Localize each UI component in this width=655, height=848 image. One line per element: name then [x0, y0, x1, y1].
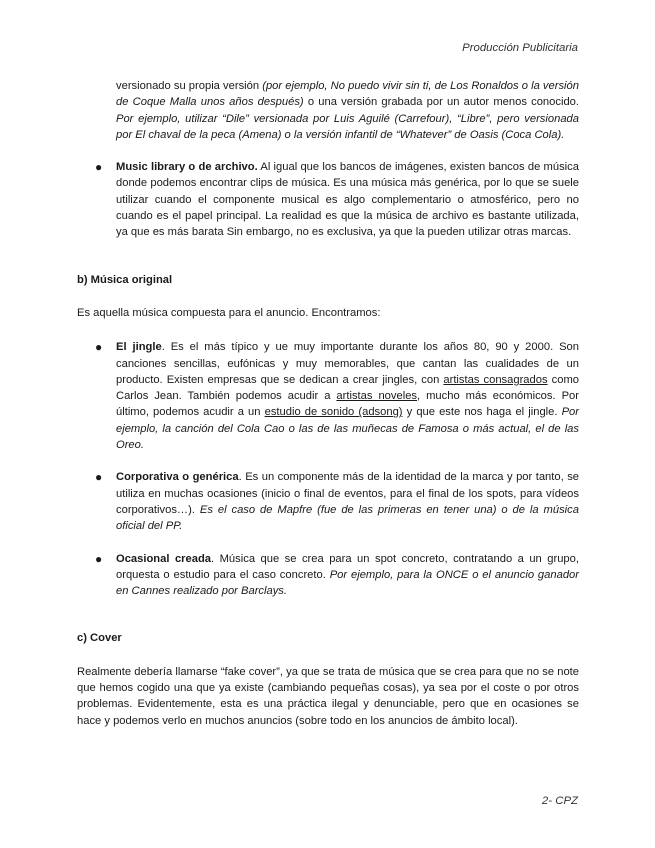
intro-example-1: (por ejemplo, No puedo vivir sin ti, de Los Ronaldos o la versión de Coque Malla unos años después) [116, 80, 579, 109]
bullet-icon: ● [95, 470, 103, 485]
jingle-text-4: y que este nos haga el jingle. [402, 406, 562, 419]
jingle-underlined-1: artistas consagrados [443, 373, 548, 386]
jingle-text-2: como Carlos Jean. También podemos acudir a [116, 373, 579, 403]
jingle-text-1: . Es el más típico y ue muy importante durante los años 80, 90 y 2000. Son canciones sencillas, eufónicas y muy memorables, que cantan las cualidades de un producto. Existen empresas que se dedican a crear jingles, con [116, 341, 579, 386]
jingle-title: El jingle [116, 341, 162, 354]
corporativa-example: Es el caso de Mapfre (fue de las primeras en tener una) o de la música oficial del PP. [116, 503, 579, 533]
library-list [77, 159, 579, 240]
list-item-jingle [77, 339, 579, 453]
corporativa-text: . Es un componente más de la identidad de la marca y por tanto, se utiliza en muchas ocasiones (inicio o final de eventos, para el final de los spots, para vídeos corporativos…). [116, 471, 580, 516]
ocasional-text: . Música que se crea para un spot concreto, contratando a un grupo, orquesta o estudio para el caso concreto. [116, 552, 579, 581]
section-b-heading: b) Música original [77, 273, 173, 286]
section-c-heading: c) Cover [77, 632, 122, 645]
bullet-icon: ● [95, 551, 103, 566]
music-library-text: Al igual que los bancos de imágenes, existen bancos de música donde podemos encontrar clips de música. Es una música más genérica, por lo que se suele utilizar cuando el componente musical es algo complementario o atmosférico, pero no cuando es el papel principal. La realidad es que la música de archivo es bastante utilizada, ya que es más barata Sin embargo, no es exclusiva, ya que la pueden utilizar otras marcas. [116, 161, 579, 239]
jingle-example: Por ejemplo, la canción del Cola Cao o las de las muñecas de Famosa o más actual, el de las Oreo. [116, 406, 579, 452]
document-body [77, 78, 579, 729]
section-b-intro: Es aquella música compuesta para el anuncio. Encontramos: [77, 306, 381, 319]
jingle-underlined-2: artistas noveles [336, 390, 418, 403]
music-library-title: Music library o de archivo. [116, 161, 258, 174]
list-item-corporativa [77, 469, 579, 534]
jingle-text-3: , mucho más económicos. Por último, podemos acudir a un [116, 390, 579, 419]
page-header-title: Producción Publicitaria [462, 42, 578, 54]
list-item-ocasional [77, 551, 579, 600]
original-music-list [77, 339, 579, 599]
page-footer-label: 2- CPZ [541, 795, 578, 807]
ocasional-example: Por ejemplo, para la ONCE o el anuncio ganador en Cannes realizado por Barclays. [116, 568, 579, 598]
list-item-music-library [77, 159, 579, 240]
corporativa-title: Corporativa o genérica [116, 471, 239, 484]
intro-example-2: Por ejemplo, utilizar “Dile” versionada por Luis Aguilé (Carrefour), “Libre”, pero versionada por El chaval de la peca (Amena) o la versión infantil de “Whatever” de Oasis (Coca Cola). [116, 112, 579, 141]
intro-paragraph [116, 78, 579, 143]
section-c-text: Realmente debería llamarse “fake cover”, ya que se trata de música que se crea para que no se note que hemos cogido una que ya existe (cambiando pequeñas cosas), ya sea por el coste o por otros problemas. Evidentemente, esta es una práctica ilegal y denunciable, pero que en ocasiones se hace y podemos verlo en muchos anuncios (sobre todo en los anuncios de ámbito local). [77, 665, 579, 727]
jingle-underlined-3: estudio de sonido (adsong) [264, 406, 403, 419]
bullet-icon: ● [95, 340, 103, 355]
intro-text-1: versionado su propia versión [116, 80, 260, 92]
bullet-icon: ● [95, 160, 103, 175]
intro-text-2: o una versión grabada por un autor menos conocido. [307, 96, 579, 109]
ocasional-title: Ocasional creada [116, 552, 212, 565]
